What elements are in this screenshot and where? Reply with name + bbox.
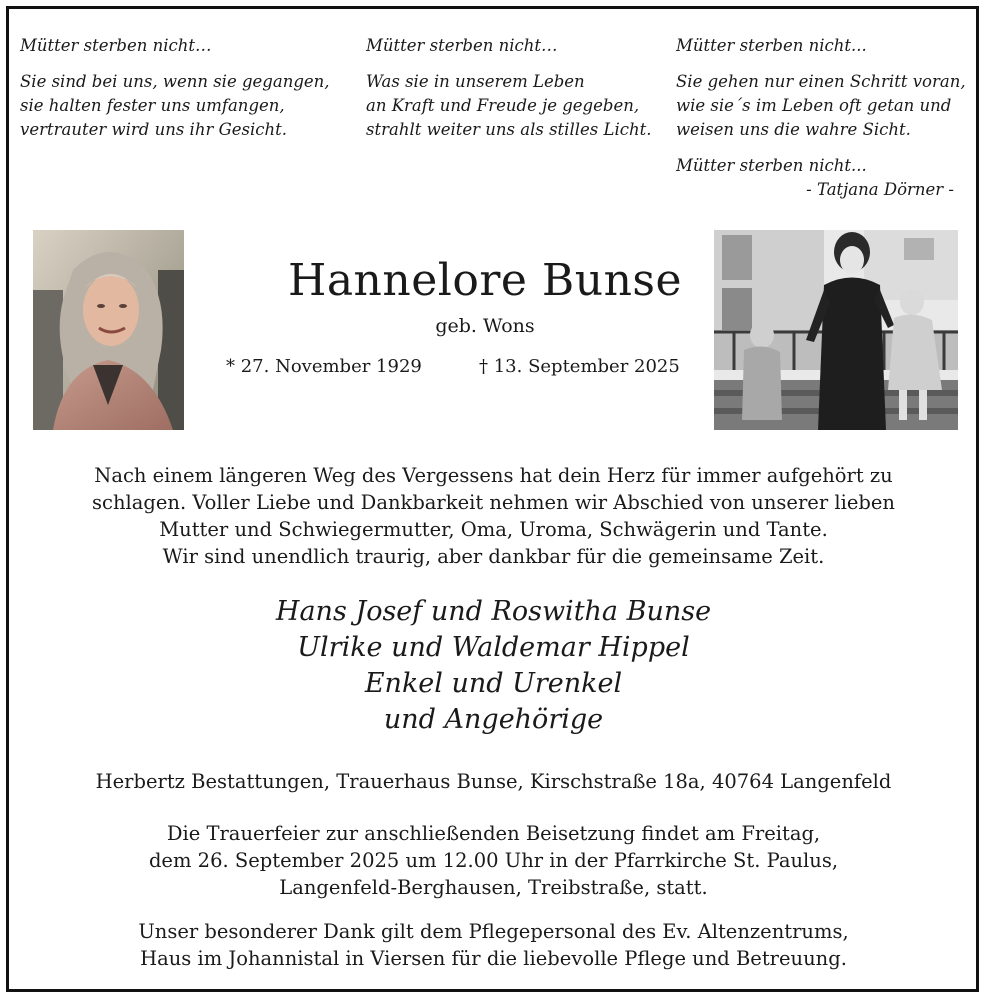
- mourner-line: und Angehörige: [383, 704, 604, 735]
- thanks-line: Haus im Johannistal in Viersen für die liebevolle Pflege und Betreuung.: [140, 947, 847, 970]
- service-info: [20, 820, 967, 901]
- service-line: dem 26. September 2025 um 12.00 Uhr in der Pfarrkirche St. Paulus,: [148, 849, 839, 872]
- poem-line: an Kraft und Freude je gegeben,: [366, 96, 640, 115]
- poem-line: weisen uns die wahre Sicht.: [676, 120, 911, 139]
- portrait-photo: [33, 230, 184, 430]
- maiden-name: geb. Wons: [435, 315, 535, 337]
- thanks-line: Unser besonderer Dank gilt dem Pflegepersonal des Ev. Altenzentrums,: [138, 920, 849, 943]
- poem-author: - Tatjana Dörner -: [806, 180, 954, 199]
- poem-line: vertrauter wird uns ihr Gesicht.: [20, 120, 288, 139]
- poem-column-1: [20, 34, 330, 142]
- mourner-line: Ulrike und Waldemar Hippel: [297, 632, 690, 663]
- poem-heading: Mütter sterben nicht…: [366, 36, 558, 55]
- poem-column-2: [366, 34, 651, 142]
- death-date: † 13. September 2025: [479, 356, 680, 377]
- funeral-home-address: Herbertz Bestattungen, Trauerhaus Bunse, Kirschstraße 18a, 40764 Langenfeld: [95, 770, 892, 793]
- message-line: Mutter und Schwiegermutter, Oma, Uroma, Schwägerin und Tante.: [159, 518, 828, 541]
- poem-line: strahlt weiter uns als stilles Licht.: [366, 120, 652, 139]
- poem-heading: Mütter sterben nicht…: [20, 36, 212, 55]
- message-line: Nach einem längeren Weg des Vergessens hat dein Herz für immer aufgehört zu: [94, 464, 893, 487]
- poem-line: wie sie´s im Leben oft getan und: [676, 96, 952, 115]
- mourner-line: Hans Josef und Roswitha Bunse: [275, 596, 712, 627]
- farewell-message: [20, 462, 967, 570]
- poem-column-3: [676, 34, 966, 202]
- birth-date: * 27. November 1929: [226, 356, 422, 377]
- service-line: Langenfeld-Berghausen, Treibstraße, statt.: [279, 876, 708, 899]
- deceased-name: Hannelore Bunse: [287, 255, 683, 306]
- mourners-list: [20, 594, 967, 738]
- poem-line: Sie sind bei uns, wenn sie gegangen,: [20, 72, 330, 91]
- funeral-home: [20, 768, 967, 795]
- poem-line: Sie gehen nur einen Schritt voran,: [676, 72, 966, 91]
- service-line: Die Trauerfeier zur anschließenden Beisetzung findet am Freitag,: [166, 822, 821, 845]
- mourner-line: Enkel und Urenkel: [364, 668, 623, 699]
- poem-line: Was sie in unserem Leben: [366, 72, 585, 91]
- message-line: schlagen. Voller Liebe und Dankbarkeit nehmen wir Abschied von unserer lieben: [92, 491, 895, 514]
- thanks-note: [20, 918, 967, 972]
- message-line: Wir sind unendlich traurig, aber dankbar für die gemeinsame Zeit.: [162, 545, 825, 568]
- poem-closing: Mütter sterben nicht...: [676, 156, 867, 175]
- poem-line: sie halten fester uns umfangen,: [20, 96, 285, 115]
- poem-heading: Mütter sterben nicht...: [676, 36, 867, 55]
